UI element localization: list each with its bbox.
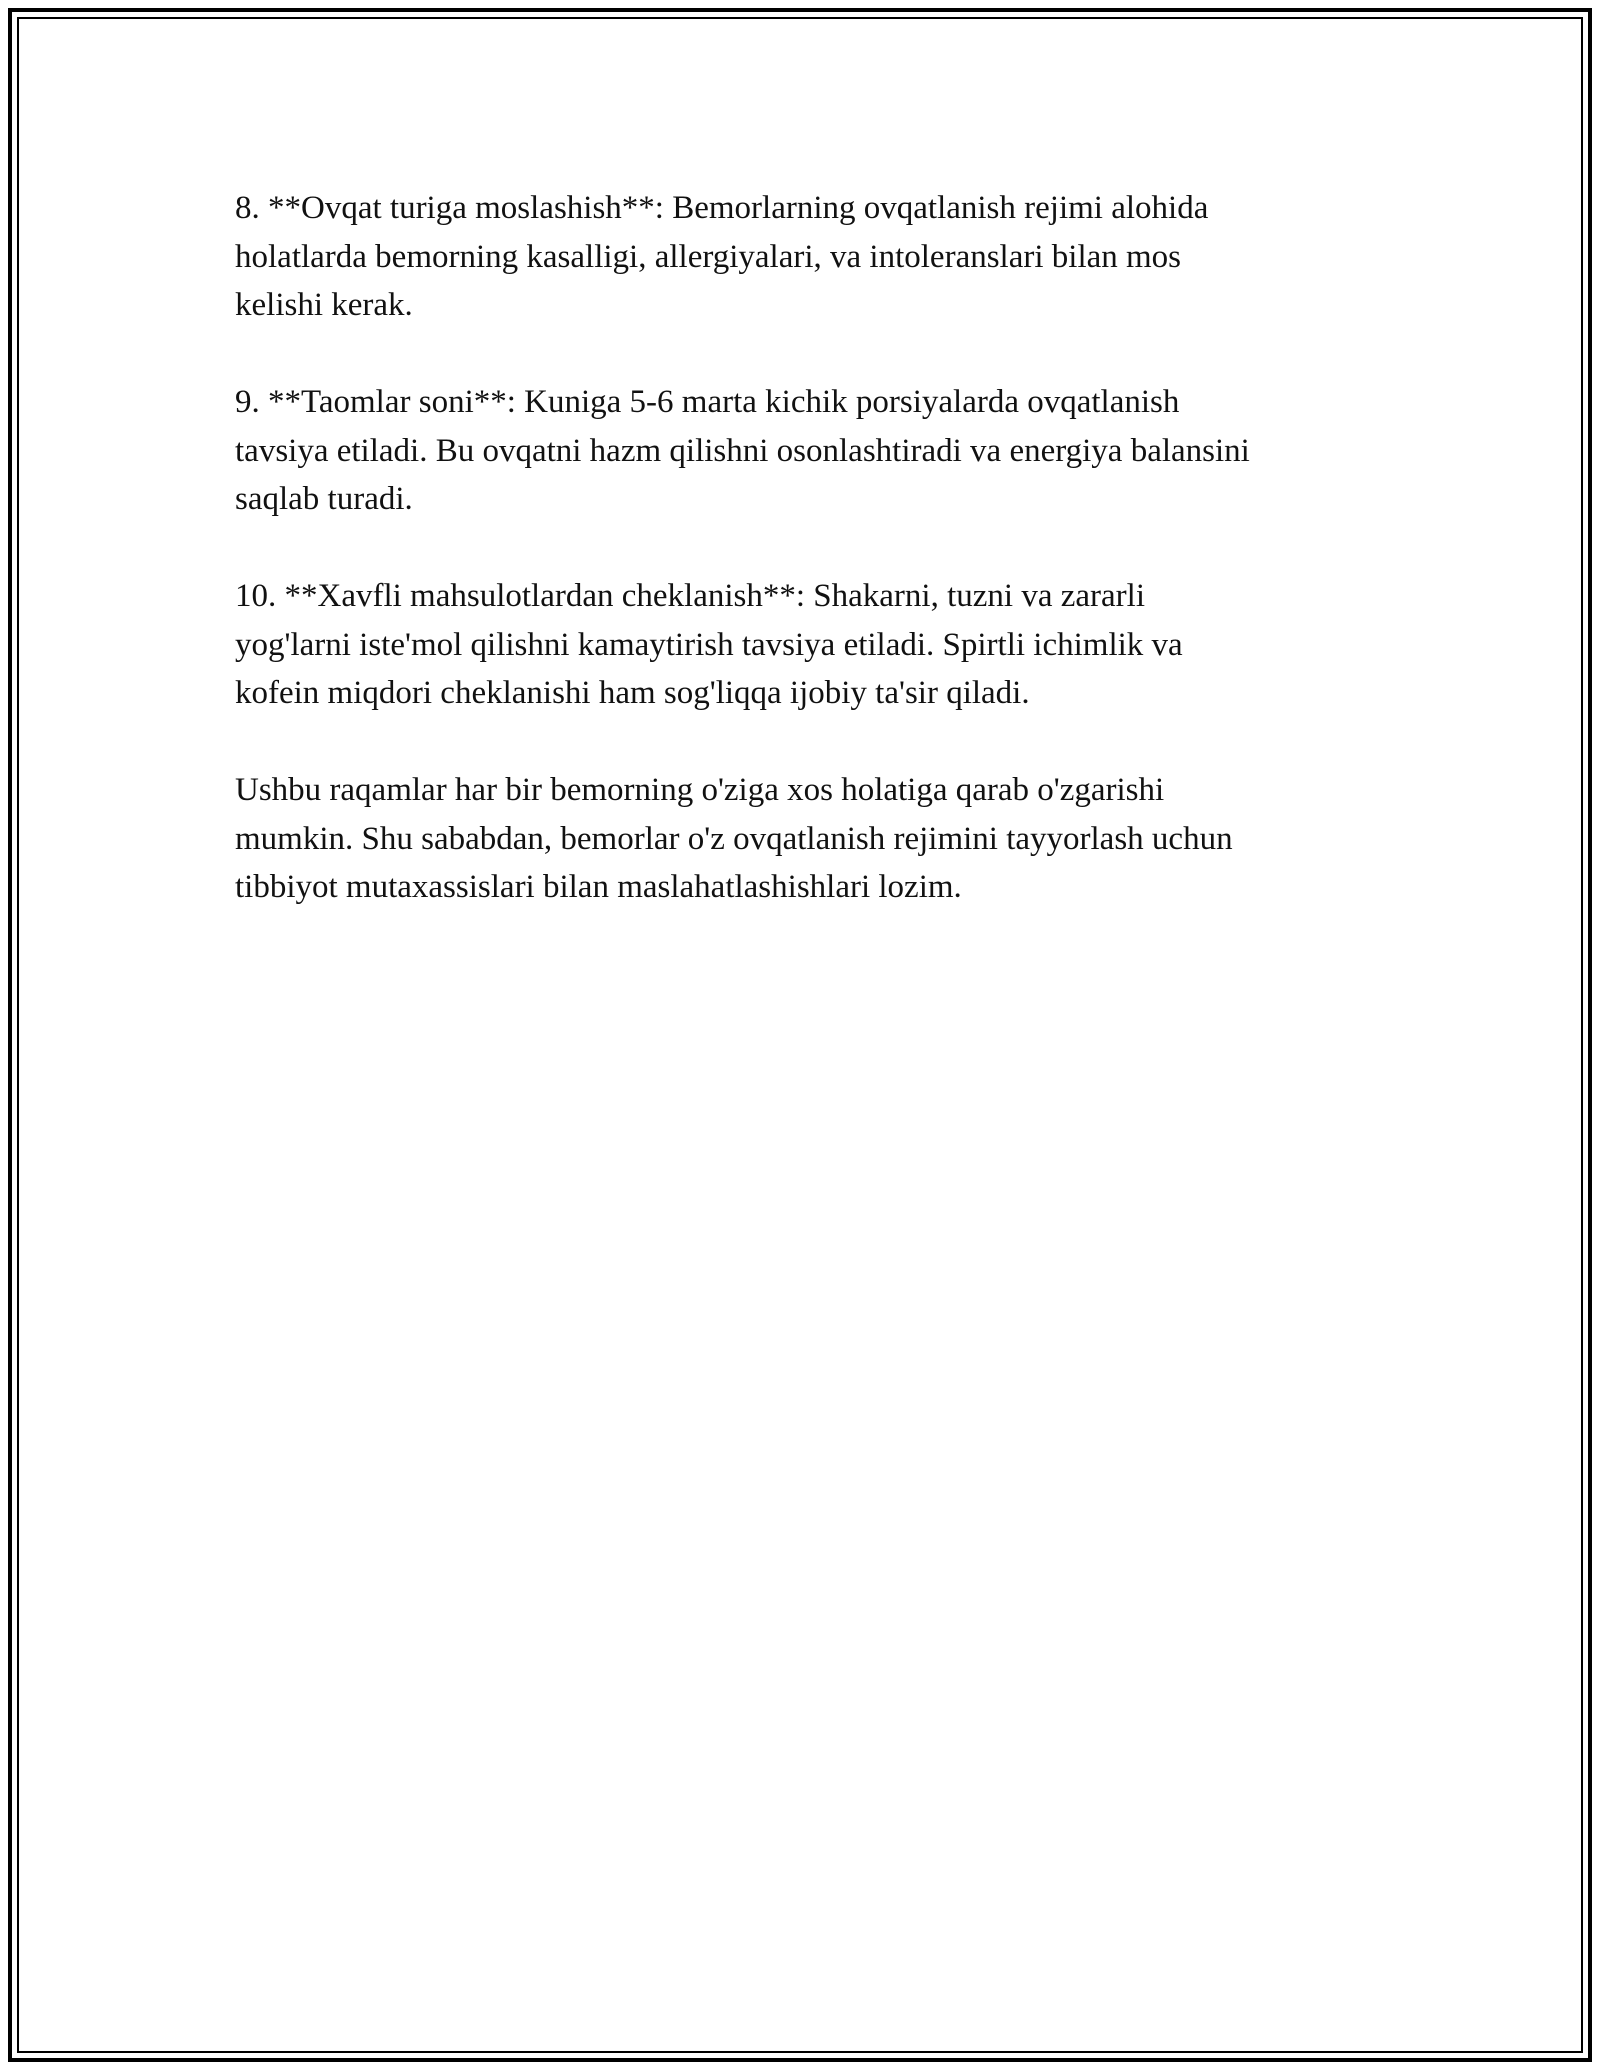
paragraph-item-8: [235, 184, 1380, 330]
text-line: mumkin. Shu sababdan, bemorlar o'z ovqatlanish rejimini tayyorlash uchun: [235, 820, 1233, 857]
paragraph-item-10: [235, 572, 1380, 718]
text-line: 9. **Taomlar soni**: Kuniga 5-6 marta kichik porsiyalarda ovqatlanish: [235, 384, 1180, 420]
text-line: yog'larni iste'mol qilishni kamaytirish tavsiya etiladi. Spirtli ichimlik va: [235, 626, 1183, 663]
document-body: [235, 184, 1380, 960]
text-line: tavsiya etiladi. Bu ovqatni hazm qilishni osonlashtiradi va energiya balansini: [235, 432, 1250, 469]
paragraph-item-9: [235, 378, 1380, 524]
text-line: 8. **Ovqat turiga moslashish**: Bemorlarning ovqatlanish rejimi alohida: [235, 190, 1209, 226]
text-line: Ushbu raqamlar har bir bemorning o'ziga xos holatiga qarab o'zgarishi: [235, 772, 1165, 808]
text-line: kofein miqdori cheklanishi ham sog'liqqa ijobiy ta'sir qiladi.: [235, 675, 1030, 711]
text-line: kelishi kerak.: [235, 287, 413, 323]
paragraph-conclusion: [235, 766, 1380, 912]
text-line: tibbiyot mutaxassislari bilan maslahatlashishlari lozim.: [235, 869, 962, 905]
text-line: saqlab turadi.: [235, 481, 413, 517]
text-line: 10. **Xavfli mahsulotlardan cheklanish**: Shakarni, tuzni va zararli: [235, 578, 1145, 614]
text-line: holatlarda bemorning kasalligi, allergiyalari, va intoleranslari bilan mos: [235, 238, 1182, 275]
